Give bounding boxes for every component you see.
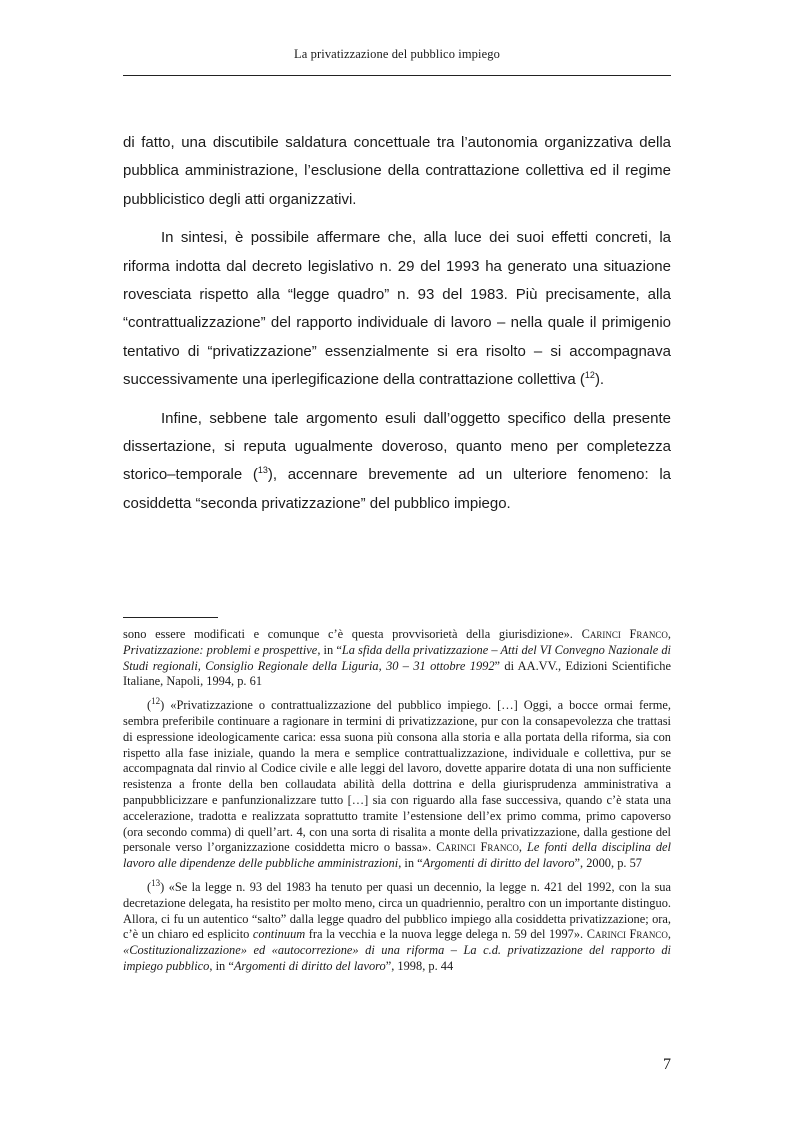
footnote-12-sep: , — [518, 840, 528, 855]
footnote-cont-author: Carinci Franco — [581, 627, 668, 641]
paragraph-2-end: ). — [594, 371, 605, 389]
footnote-ref-12[interactable]: 12 — [584, 370, 595, 381]
paragraph-3-text: Infine, sebbene tale argomento esuli dall’oggetto specifico della presente dissertazione, si reputa ugualmente doveroso, quanto meno per completezza storico–temporale ( — [123, 409, 671, 484]
footnote-13-mid: , in “ — [209, 958, 234, 973]
footnote-13: ($^{13}$) «Se la legge n. 93 del 1983 ha tenuto per quasi un decennio, la legge n. 421 del 1992, con la sua decretazione delegata, ha resistito per molto meno, circa un quadriennio, peraltro con un importante distinguo. Allora, ci fu un autentico “salto” dalla legge quadro del pubblico impiego alla cosiddetta privatizzazione; ora, c’è un chiaro ed esplicito continuum fra la vecchia e la nuova legge delega n. 59 del 1997». Carinci Franco, «Costituzionalizzazione» ed «autocorrezione» di una riforma – La c.d. privatizzazione del rapporto di impiego pubblico, in “Argomenti di diritto del lavoro”, 1998, p. 44 — [123, 877, 672, 973]
footnotes — [123, 627, 671, 975]
footnote-ref-13[interactable]: 13 — [257, 465, 268, 476]
footnote-13-author: Carinci Franco — [586, 927, 668, 942]
running-header: La privatizzazione del pubblico impiego — [294, 47, 500, 61]
paragraph-3-end: ), accennare brevemente ad un ulteriore fenomeno: la cosiddetta “seconda privatizzazione” del pubblico impiego. — [123, 466, 671, 512]
footnote-13-title: «Costituzionalizzazione» ed «autocorrezione» di una riforma – La c.d. privatizzazione del rapporto di impiego pubblico — [123, 943, 671, 973]
footnote-12-number: 12 — [151, 696, 161, 707]
footnote-12-end: ”, 2000, p. 57 — [574, 856, 642, 871]
footnote-13-journal: Argomenti di diritto del lavoro — [233, 958, 386, 973]
footnote-cont-end: ” di AA.VV., Edizioni Scientifiche Italiane, Napoli, 1994, p. 61 — [123, 658, 671, 689]
footnote-continuation — [123, 627, 671, 690]
footnote-cont-title: Privatizzazione: problemi e prospettive — [123, 642, 318, 657]
footnote-cont-mid: , in “ — [317, 642, 342, 657]
paragraph-2 — [123, 224, 671, 394]
footnote-13-text: «Se la legge n. 93 del 1983 ha tenuto per quasi un decennio, la legge n. 421 del 1992, con la sua decretazione delegata, ha resistito per molto meno, circa un quadriennio, peraltro con un importante distinguo. Allora, ci fu un autentico “salto” dalla legge quadro del pubblico impiego alla cosiddetta privatizzazione; ora, c’è un chiaro ed esplicito — [123, 879, 671, 942]
paragraph-2-text: In sintesi, è possibile affermare che, alla luce dei suoi effetti concreti, la riforma indotta dal decreto legislativo n. 29 del 1993 ha generato una situazione rovesciata rispetto alla “legge quadro” n. 93 del 1983. Più precisamente, alla “contrattualizzazione” del rapporto individuale di lavoro – nella quale il primigenio tentativo di “privatizzazione” essenzialmente si era risolto – si accompagnava successivamente una iperlegificazione della contrattazione collettiva ( — [123, 229, 671, 389]
footnote-12-title: Le fonti della disciplina del lavoro alle dipendenze delle pubbliche amministrazioni — [123, 840, 671, 871]
footnote-cont-book: La sfida della privatizzazione – Atti del VI Convegno Nazionale di Studi regionali, Consiglio Regionale della Liguria, 30 – 31 ottobre 1992 — [123, 642, 671, 673]
paragraph-3 — [123, 405, 671, 519]
footnote-13-end: ”, 1998, p. 44 — [385, 958, 454, 973]
footnote-12-text: «Privatizzazione o contrattualizzazione del pubblico impiego. […] Oggi, a bocce ormai ferme, sembra preferibile continuare a ragionare in termini di privatizzazione, pur con la consapevolezza che trattasi di espressione ideologicamente carica: essa suona più consona alla storia e alla portata della riforma, sia con rispetto alla fase iniziale, quando la mera e semplice contrattualizzazione, individuale e collettiva, pur se accompagnata dal rinvio al Codice civile e alle leggi del lavoro, dovette apparire dotata di una non sufficiente resistenza a fronte della ben collaudata abilità della dottrina e della giurisprudenza amministrativa a panpubblicizzare e panfunzionalizzare tutto […] sia con riguardo alla fase successiva, quando c’è stata una accelerazione, tradotta e realizzata soprattutto tramite l’estensione dell’ex primo comma, primo capoverso (ora secondo comma) di quell’art. 4, con una sorta di risalita a monte della privatizzazione, dalla gestione del personale verso l’organizzazione cosiddetta micro o bassa». — [123, 698, 671, 855]
page-number: 7 — [663, 1056, 671, 1073]
footnote-13-italic-word: continuum — [252, 927, 306, 942]
footnote-12-mid: , in “ — [398, 856, 423, 871]
footnote-12: ($^{12}$) «Privatizzazione o contrattualizzazione del pubblico impiego. […] Oggi, a bocce ormai ferme, sembra preferibile continuare a ragionare in termini di privatizzazione, pur con la consapevolezza che trattasi di espressione ideologicamente carica: essa suona più consona alla storia e alla portata della riforma, sia con rispetto alla fase iniziale, quando la mera e semplice contrattualizzazione, individuale e collettiva, pur se accompagnata dal rinvio al Codice civile e alle leggi del lavoro, dovette apparire dotata di una non sufficiente resistenza a fronte della ben collaudata abilità della dottrina e della giurisprudenza amministrativa a panpubblicizzare e panfunzionalizzare tutto […] sia con riguardo alla fase successiva, quando c’è stata una accelerazione, tradotta e realizzata soprattutto tramite l’estensione dell’ex primo comma, primo capoverso (ora secondo comma) di quell’art. 4, con una sorta di risalita a monte della privatizzazione, dalla gestione del personale verso l’organizzazione cosiddetta micro o bassa». Carinci Franco, Le fonti della disciplina del lavoro alle dipendenze delle pubbliche amministrazioni, in “Argomenti di diritto del lavoro”, 2000, p. 57 — [123, 696, 671, 871]
footnote-cont-text: sono essere modificati e comunque c’è questa provvisorietà della giurisdizione». — [123, 627, 582, 641]
header-rule — [123, 75, 671, 76]
footnote-13-number: 13 — [151, 877, 161, 888]
body-text — [123, 129, 671, 518]
footnote-cont-sep: , — [667, 627, 671, 641]
footnote-12-author: Carinci Franco — [436, 840, 519, 855]
footnote-13-sep: , — [667, 927, 672, 942]
paragraph-1: di fatto, una discutibile saldatura concettuale tra l’autonomia organizzativa della pubblica amministrazione, l’esclusione della contrattazione collettiva ed il regime pubblicistico degli atti organizzativi. — [123, 134, 671, 208]
footnote-separator — [123, 617, 218, 618]
footnote-13-text2: fra la vecchia e la nuova legge delega n. 59 del 1997». — [305, 927, 587, 942]
footnote-12-journal: Argomenti di diritto del lavoro — [422, 856, 575, 871]
